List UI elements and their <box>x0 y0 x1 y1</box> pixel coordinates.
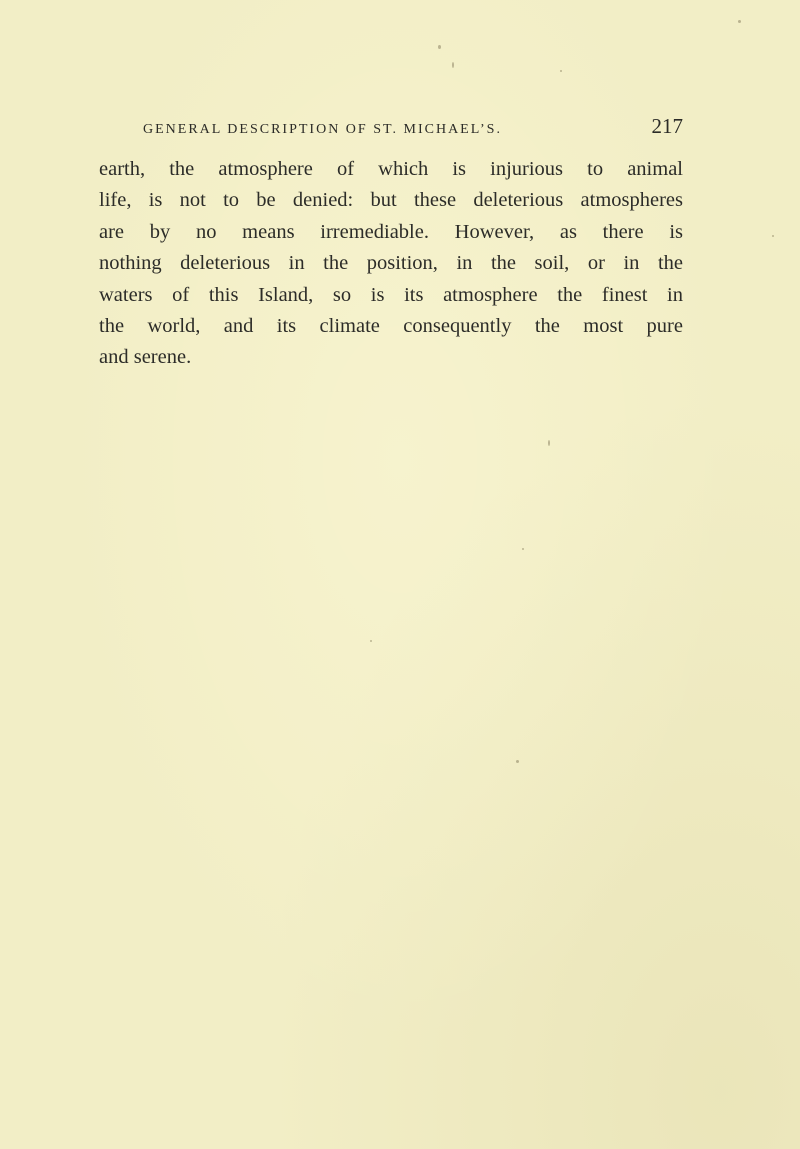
paper-speck <box>548 440 550 446</box>
running-title: GENERAL DESCRIPTION OF ST. MICHAEL’S. <box>143 122 502 137</box>
paper-speck <box>772 235 774 237</box>
paper-speck <box>560 70 562 72</box>
text-line: waters of this Island, so is its atmosphere the finest in <box>99 283 683 306</box>
paper-speck <box>738 20 741 23</box>
paper-speck <box>516 760 519 763</box>
paper-speck <box>452 62 454 68</box>
running-head <box>143 114 683 144</box>
text-line: nothing deleterious in the position, in the soil, or in the <box>99 252 683 275</box>
text-line: earth, the atmosphere of which is injurious to animal <box>99 158 683 180</box>
text-line: are by no means irremediable. However, as there is <box>99 220 683 243</box>
page-number: 217 <box>651 114 683 138</box>
text-line: life, is not to be denied: but these deleterious atmospheres <box>99 189 683 212</box>
paper-speck <box>522 548 524 550</box>
paper-speck <box>370 640 372 642</box>
body-paragraph <box>99 154 683 374</box>
paper-speck <box>438 45 441 49</box>
text-line: and serene. <box>99 346 192 369</box>
text-line: the world, and its climate consequently the most pure <box>99 315 683 338</box>
